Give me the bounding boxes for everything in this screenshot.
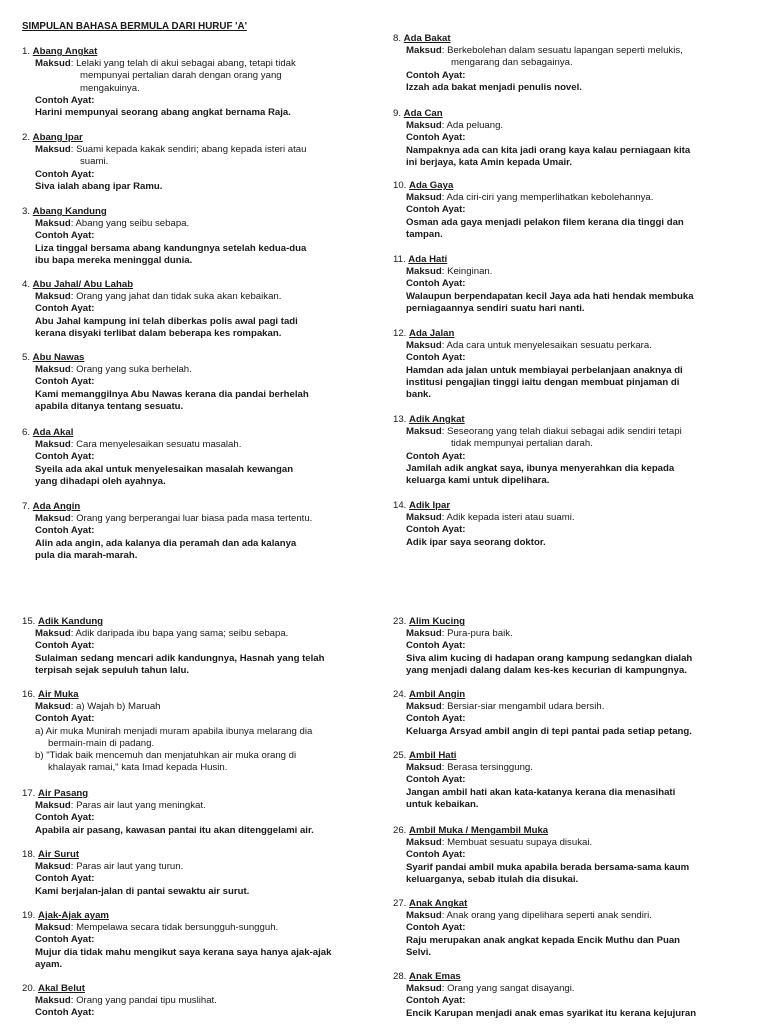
meaning-line	[22, 861, 367, 873]
entry-number: 11.	[393, 254, 409, 265]
example-sentence: Walaupun berpendapatan kecil Jaya ada hati hendak membuka	[406, 290, 694, 302]
example-label: Contoh Ayat:	[35, 94, 95, 106]
meaning-text: : Keinginan.	[441, 266, 493, 278]
meaning-label: Maksud	[35, 922, 71, 934]
entry-number: 4.	[22, 279, 33, 290]
meaning-text: : Abang yang seibu sebapa.	[70, 218, 190, 230]
meaning-label: Maksud	[406, 120, 442, 132]
entry-term: Adik Angkat	[409, 414, 465, 425]
meaning-label: Maksud	[35, 513, 71, 525]
meaning-line	[22, 439, 367, 451]
meaning-line	[22, 628, 367, 640]
entry-10	[393, 180, 738, 241]
entry-14	[393, 500, 738, 549]
example-label: Contoh Ayat:	[35, 873, 95, 885]
example-label: Contoh Ayat:	[406, 713, 466, 725]
meaning-text: : Seseorang yang telah diakui sebagai adik sendiri tetapi	[441, 426, 682, 438]
meaning-text: : Anak orang yang dipelihara seperti anak sendiri.	[441, 910, 652, 922]
entry-4	[22, 279, 367, 340]
meaning-text: : Suami kepada kakak sendiri; abang kepada isteri atau	[70, 144, 307, 156]
entry-heading	[393, 898, 738, 910]
entry-heading	[22, 788, 367, 800]
example-sentence: Selvi.	[406, 946, 432, 958]
entry-term: Ada Bakat	[403, 33, 451, 44]
entry-heading	[22, 279, 367, 291]
meaning-text: : Paras air laut yang meningkat.	[70, 800, 206, 812]
meaning-line	[393, 983, 738, 995]
entry-number: 27.	[393, 898, 410, 909]
meaning-continuation: mempunyai pertalian darah dengan orang yang	[80, 70, 282, 82]
entry-number: 28.	[393, 971, 410, 982]
example-sentence: Encik Karupan menjadi anak emas syarikat itu kerana kejujuran	[406, 1007, 697, 1019]
example-sentence: ini berjaya, kata Amin kepada Umair.	[406, 156, 573, 168]
meaning-text: : Orang yang sangat disayangi.	[441, 983, 575, 995]
entry-number: 10.	[393, 180, 410, 191]
meaning-label: Maksud	[35, 861, 71, 873]
entry-22	[393, 689, 738, 738]
entry-heading	[393, 33, 738, 45]
example-sentence: Izzah ada bakat menjadi penulis novel.	[406, 81, 582, 93]
meaning-label: Maksud	[406, 628, 442, 640]
example-label: Contoh Ayat:	[35, 376, 95, 388]
meaning-line	[393, 426, 738, 438]
example-sentence: tampan.	[406, 228, 443, 240]
meaning-line	[393, 45, 738, 57]
meaning-label: Maksud	[406, 192, 442, 204]
meaning-label: Maksud	[35, 291, 71, 303]
entry-2	[22, 132, 367, 193]
entry-number: 20.	[22, 983, 39, 994]
meaning-text: : Berasa tersinggung.	[441, 762, 533, 774]
meaning-label: Maksud	[35, 364, 71, 376]
entry-heading	[393, 108, 738, 120]
entry-term: Ada Can	[403, 108, 443, 119]
entry-heading	[393, 328, 738, 340]
example-label: Contoh Ayat:	[406, 774, 466, 786]
meaning-line	[393, 340, 738, 352]
example-sentence: ayam.	[35, 958, 63, 970]
entry-17	[22, 788, 367, 837]
entry-term: Adik Kandung	[38, 616, 104, 627]
example-label: Contoh Ayat:	[35, 713, 95, 725]
entry-term: Akal Belut	[38, 983, 85, 994]
entry-term: Ada Jalan	[409, 328, 455, 339]
meaning-label: Maksud	[406, 701, 442, 713]
entry-number: 16.	[22, 689, 39, 700]
example-sentence: ibu bapa mereka meninggal dunia.	[35, 254, 193, 266]
meaning-line	[393, 120, 738, 132]
entry-heading	[22, 132, 367, 144]
meaning-text: : Paras air laut yang turun.	[70, 861, 184, 873]
entry-7	[22, 501, 367, 562]
example-sentence: Nampaknya ada can kita jadi orang kaya kalau perniagaan kita	[406, 144, 691, 156]
example-sentence: institusi pengajian tinggi iaitu dengan membuat pinjaman di	[406, 376, 680, 388]
example-sentence: perniagaannya sendiri suatu hari nanti.	[406, 302, 585, 314]
entry-term: Abang Kandung	[32, 206, 107, 217]
entry-3	[22, 206, 367, 267]
entry-term: Ada Hati	[408, 254, 448, 265]
meaning-continuation: suami.	[80, 156, 109, 168]
example-sentence: Kami berjalan-jalan di pantai sewaktu air surut.	[35, 885, 250, 897]
meaning-line	[22, 800, 367, 812]
entry-number: 7.	[22, 501, 33, 512]
meaning-line	[393, 837, 738, 849]
meaning-text: : Ada peluang.	[441, 120, 504, 132]
example-sentence: yang menjadi dalang dalam kes-kes kecurian di kampungnya.	[406, 664, 687, 676]
entry-21	[393, 616, 738, 677]
meaning-label: Maksud	[406, 266, 442, 278]
meaning-label: Maksud	[406, 762, 442, 774]
meaning-text: : Ada cara untuk menyelesaikan sesuatu perkara.	[441, 340, 652, 352]
example-label: Contoh Ayat:	[35, 934, 95, 946]
entry-term: Ambil Angin	[409, 689, 466, 700]
entry-16	[22, 689, 367, 774]
meaning-text: : Adik daripada ibu bapa yang sama; seibu sebapa.	[70, 628, 289, 640]
meaning-text: : Lelaki yang telah di akui sebagai abang, tetapi tidak	[70, 58, 296, 70]
entry-heading	[22, 616, 367, 628]
example-label: Contoh Ayat:	[35, 303, 95, 315]
entry-heading	[393, 254, 738, 266]
example-label: Contoh Ayat:	[406, 450, 466, 462]
entry-12	[393, 328, 738, 401]
example-sentence: Osman ada gaya menjadi pelakon filem kerana dia tinggi dan	[406, 216, 684, 228]
example-label: Contoh Ayat:	[406, 922, 466, 934]
entry-term: Abang Angkat	[32, 46, 98, 57]
entry-number: 23.	[393, 616, 410, 627]
entry-heading	[393, 414, 738, 426]
example-sentence: Siva alim kucing di hadapan orang kampung sedangkan dialah	[406, 652, 693, 664]
meaning-line	[393, 266, 738, 278]
entry-1	[22, 46, 367, 119]
meaning-line	[22, 701, 367, 713]
example-sentence: Jamilah adik angkat saya, ibunya menyerahkan dia kepada	[406, 462, 675, 474]
entry-heading	[22, 983, 367, 995]
meaning-text: : Orang yang jahat dan tidak suka akan kebaikan.	[70, 291, 282, 303]
meaning-text: : Pura-pura baik.	[441, 628, 513, 640]
example-label: Contoh Ayat:	[35, 451, 95, 463]
example-label: Contoh Ayat:	[406, 640, 466, 652]
meaning-continuation: tidak mempunyai pertalian darah.	[451, 438, 593, 450]
example-sentence: bank.	[406, 389, 432, 401]
meaning-text: : Orang yang suka berhelah.	[70, 364, 192, 376]
example-label: Contoh Ayat:	[406, 278, 466, 290]
meaning-line	[22, 58, 367, 70]
example-sentence: Syarif pandai ambil muka apabila berada bersama-sama kaum	[406, 861, 690, 873]
meaning-line	[22, 291, 367, 303]
example-sentence: Syeila ada akal untuk menyelesaikan masalah kewangan	[35, 463, 294, 475]
entry-number: 5.	[22, 352, 33, 363]
entry-26	[393, 971, 738, 1020]
meaning-line	[393, 762, 738, 774]
entry-term: Air Surut	[38, 849, 80, 860]
example-sentence: Keluarga Arsyad ambil angin di tepi pantai pada setiap petang.	[406, 725, 692, 737]
entry-number: 14.	[393, 500, 410, 511]
entry-number: 18.	[22, 849, 39, 860]
example-label: Contoh Ayat:	[35, 525, 95, 537]
example-sentence: terpisah sejak sepuluh tahun lalu.	[35, 664, 190, 676]
meaning-text: : Ada ciri-ciri yang memperlihatkan kebolehannya.	[441, 192, 654, 204]
entry-heading	[22, 910, 367, 922]
entry-number: 2.	[22, 132, 33, 143]
example-sentence: Alin ada angin, ada kalanya dia peramah dan ada kalanya	[35, 537, 297, 549]
meaning-line	[22, 364, 367, 376]
example-sentence: Raju merupakan anak angkat kepada Encik Muthu dan Puan	[406, 934, 681, 946]
example-sub-line: bermain-main di padang.	[48, 737, 155, 749]
meaning-line	[393, 512, 738, 524]
entry-number: 17.	[22, 788, 39, 799]
entry-24	[393, 825, 738, 886]
entry-number: 19.	[22, 910, 39, 921]
entry-term: Air Pasang	[38, 788, 89, 799]
entry-number: 13.	[393, 414, 410, 425]
entry-5	[22, 352, 367, 413]
meaning-text: : Membuat sesuatu supaya disukai.	[441, 837, 593, 849]
entry-heading	[393, 825, 738, 837]
entry-term: Air Muka	[38, 689, 79, 700]
example-sentence: Adik ipar saya seorang doktor.	[406, 536, 546, 548]
entry-heading	[393, 971, 738, 983]
example-sub-line: b) "Tidak baik mencemuh dan menjatuhkan air muka orang di	[35, 750, 297, 762]
meaning-line	[393, 628, 738, 640]
example-sentence: Kami memanggilnya Abu Nawas kerana dia pandai berhelah	[35, 388, 309, 400]
meaning-line	[22, 922, 367, 934]
example-sentence: Harini mempunyai seorang abang angkat bernama Raja.	[35, 107, 291, 119]
meaning-text: : Bersiar-siar mengambil udara bersih.	[441, 701, 605, 713]
entry-term: Ada Gaya	[409, 180, 454, 191]
entry-20	[22, 983, 367, 1020]
example-sentence: Abu Jahal kampung ini telah diberkas polis awal pagi tadi	[35, 315, 298, 327]
entry-heading	[22, 689, 367, 701]
example-label: Contoh Ayat:	[406, 352, 466, 364]
meaning-line	[393, 910, 738, 922]
example-sentence: keluarganya, sebab itulah dia disukai.	[406, 873, 579, 885]
entry-11	[393, 254, 738, 315]
meaning-text: : Orang yang pandai tipu muslihat.	[70, 995, 217, 1007]
example-sentence: keluarga kami untuk dipelihara.	[406, 475, 550, 487]
entry-term: Abu Jahal/ Abu Lahab	[32, 279, 134, 290]
entry-number: 24.	[393, 689, 410, 700]
example-label: Contoh Ayat:	[406, 204, 466, 216]
entry-number: 6.	[22, 427, 33, 438]
entry-term: Abu Nawas	[32, 352, 85, 363]
entry-heading	[22, 206, 367, 218]
meaning-label: Maksud	[35, 439, 71, 451]
entry-heading	[393, 616, 738, 628]
entry-term: Alim Kucing	[409, 616, 465, 627]
meaning-label: Maksud	[406, 837, 442, 849]
example-label: Contoh Ayat:	[35, 168, 95, 180]
entry-heading	[22, 849, 367, 861]
meaning-label: Maksud	[35, 218, 71, 230]
entry-15	[22, 616, 367, 677]
entry-heading	[22, 46, 367, 58]
entry-term: Adik Ipar	[409, 500, 451, 511]
entry-term: Ajak-Ajak ayam	[38, 910, 109, 921]
meaning-label: Maksud	[35, 701, 71, 713]
entry-heading	[393, 180, 738, 192]
entry-term: Abang Ipar	[32, 132, 83, 143]
meaning-text: : Cara menyelesaikan sesuatu masalah.	[70, 439, 242, 451]
entry-18	[22, 849, 367, 898]
example-sentence: Mujur dia tidak mahu mengikut saya kerana saya hanya ajak-ajak	[35, 946, 332, 958]
example-label: Contoh Ayat:	[35, 812, 95, 824]
example-sentence: Siva ialah abang ipar Ramu.	[35, 180, 163, 192]
meaning-line	[22, 144, 367, 156]
entry-term: Ada Angin	[32, 501, 81, 512]
example-label: Contoh Ayat:	[35, 1007, 95, 1019]
example-sentence: Jangan ambil hati akan kata-katanya kerana dia menasihati	[406, 786, 676, 798]
page-title: SIMPULAN BAHASA BERMULA DARI HURUF 'A'	[22, 21, 247, 32]
entry-19	[22, 910, 367, 971]
example-sentence: Liza tinggal bersama abang kandungnya setelah kedua-dua	[35, 242, 307, 254]
meaning-text: : Adik kepada isteri atau suami.	[441, 512, 575, 524]
example-sentence: Apabila air pasang, kawasan pantai itu akan ditenggelami air.	[35, 824, 314, 836]
meaning-line	[393, 701, 738, 713]
meaning-line	[22, 218, 367, 230]
entry-heading	[22, 501, 367, 513]
entry-number: 1.	[22, 46, 33, 57]
entry-heading	[393, 689, 738, 701]
example-sentence: kerana disyaki terlibat dalam beberapa kes rompakan.	[35, 327, 282, 339]
entry-heading	[393, 750, 738, 762]
example-label: Contoh Ayat:	[406, 132, 466, 144]
entry-term: Anak Angkat	[409, 898, 468, 909]
meaning-label: Maksud	[406, 340, 442, 352]
meaning-label: Maksud	[406, 983, 442, 995]
meaning-label: Maksud	[35, 144, 71, 156]
meaning-label: Maksud	[406, 426, 442, 438]
entry-number: 3.	[22, 206, 33, 217]
example-label: Contoh Ayat:	[406, 995, 466, 1007]
example-sentence: pula dia marah-marah.	[35, 549, 138, 561]
meaning-text: : a) Wajah b) Maruah	[70, 701, 161, 713]
entry-8	[393, 33, 738, 94]
meaning-label: Maksud	[35, 628, 71, 640]
example-sub-line: a) Air muka Munirah menjadi muram apabila ibunya melarang dia	[35, 725, 313, 737]
entry-heading	[22, 427, 367, 439]
entry-number: 9.	[393, 108, 404, 119]
meaning-line	[22, 995, 367, 1007]
meaning-continuation: mengarang dan sebagainya.	[451, 57, 573, 69]
example-label: Contoh Ayat:	[406, 69, 466, 81]
meaning-text: : Mempelawa secara tidak bersungguh-sungguh.	[70, 922, 279, 934]
entry-heading	[393, 500, 738, 512]
example-label: Contoh Ayat:	[35, 230, 95, 242]
example-label: Contoh Ayat:	[406, 524, 466, 536]
example-sentence: Sulaiman sedang mencari adik kandungnya, Hasnah yang telah	[35, 652, 325, 664]
example-sentence: Hamdan ada jalan untuk membiayai perbelanjaan anaknya di	[406, 364, 683, 376]
entry-9	[393, 108, 738, 169]
meaning-label: Maksud	[406, 512, 442, 524]
entry-number: 12.	[393, 328, 410, 339]
entry-term: Ambil Hati	[409, 750, 457, 761]
entry-number: 15.	[22, 616, 39, 627]
entry-term: Ambil Muka / Mengambil Muka	[409, 825, 549, 836]
entry-number: 25.	[393, 750, 410, 761]
entry-term: Anak Emas	[409, 971, 461, 982]
example-sentence: apabila ditanya tentang sesuatu.	[35, 400, 184, 412]
meaning-label: Maksud	[35, 800, 71, 812]
entry-25	[393, 898, 738, 959]
example-sub-line: khalayak ramai," kata Imad kepada Husin.	[48, 762, 228, 774]
entry-6	[22, 427, 367, 488]
example-sentence: untuk kebaikan.	[406, 798, 479, 810]
meaning-label: Maksud	[35, 995, 71, 1007]
meaning-label: Maksud	[35, 58, 71, 70]
meaning-continuation: mengakuinya.	[80, 82, 140, 94]
entry-heading	[22, 352, 367, 364]
meaning-text: : Orang yang berperangai luar biasa pada masa tertentu.	[70, 513, 313, 525]
entry-number: 8.	[393, 33, 404, 44]
example-label: Contoh Ayat:	[35, 640, 95, 652]
meaning-line	[22, 513, 367, 525]
meaning-line	[393, 192, 738, 204]
entry-13	[393, 414, 738, 487]
meaning-label: Maksud	[406, 910, 442, 922]
example-sentence: yang dihadapi oleh ayahnya.	[35, 475, 166, 487]
meaning-text: : Berkebolehan dalam sesuatu lapangan seperti melukis,	[441, 45, 683, 57]
entry-number: 26.	[393, 825, 410, 836]
example-label: Contoh Ayat:	[406, 849, 466, 861]
entry-term: Ada Akal	[32, 427, 74, 438]
meaning-label: Maksud	[406, 45, 442, 57]
entry-23	[393, 750, 738, 811]
